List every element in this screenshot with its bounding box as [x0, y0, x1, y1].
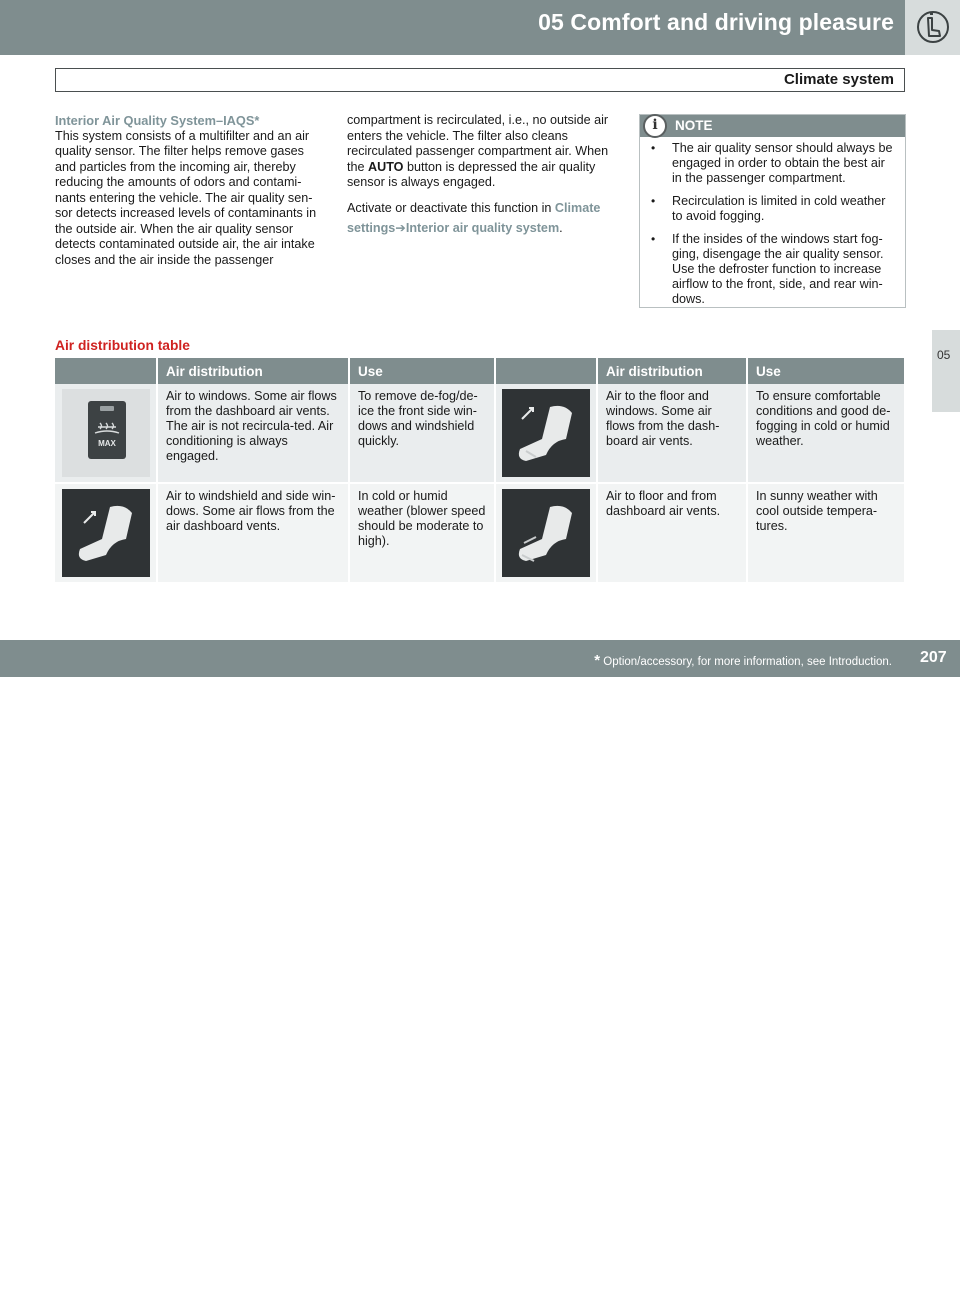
footer-note — [594, 652, 892, 669]
header-use: Use — [349, 358, 495, 384]
header-air-distribution: Air distribution — [597, 358, 747, 384]
image-cell — [55, 384, 157, 483]
iaqs-heading: Interior Air Quality System–IAQS* — [55, 113, 260, 128]
image-cell — [495, 384, 597, 483]
section-title-bar — [55, 68, 905, 92]
watermark-logo: carmanualsonline.info — [700, 1285, 944, 1310]
note-item: • If the insides of the windows start fog-ging, disengage the air quality sensor. Use the defroster function to increase airflow to the front, side, and rear win-dows. — [651, 232, 884, 306]
floor-dashboard-airflow-image — [502, 489, 590, 577]
iaqs-column-2 — [347, 113, 622, 238]
period-text: . — [559, 220, 563, 235]
page-number-box — [905, 640, 960, 677]
table-header-row — [55, 358, 905, 384]
table-row — [55, 483, 905, 583]
note-header — [640, 115, 905, 137]
max-defrost-button-image — [62, 389, 150, 477]
page-number: 207 — [920, 649, 947, 666]
iaqs-paragraph-2 — [347, 198, 622, 238]
note-item: • The air quality sensor should always be engaged in order to obtain the best air in the passenger compartment. — [651, 141, 893, 185]
use-cell: In cold or humid weather (blower speed should be moderate to high). — [349, 483, 495, 583]
seat-icon — [905, 0, 960, 55]
note-box — [639, 114, 906, 308]
use-cell: To ensure comfortable conditions and good de-fogging in cold or humid weather. — [747, 384, 905, 483]
floor-windows-airflow-image — [502, 389, 590, 477]
air-distribution-cell: Air to floor and from dashboard air vents. — [597, 483, 747, 583]
iaqs-body-text: This system consists of a multifilter and an air quality sensor. The filter helps remove gases and particles from the incoming air, thereby reducing the amounts of odors and contami-nants entering the vehicle. The air quality sen-sor detects increased levels of contaminants in the outside air. When the air quality sensor detects contaminated outside air, the air intake closes and the air inside the passenger — [55, 128, 317, 267]
interior-air-quality-link[interactable]: Interior air quality system — [405, 220, 560, 235]
arrow-right-icon: ➔ — [395, 220, 406, 235]
header-air-distribution: Air distribution — [157, 358, 349, 384]
header-use: Use — [747, 358, 905, 384]
section-title: Climate system — [783, 71, 894, 88]
air-distribution-table-title: Air distribution table — [55, 338, 190, 353]
note-list — [640, 141, 905, 315]
footer-star: * — [594, 652, 601, 669]
header-image-cell — [495, 358, 597, 384]
note-item: • Recirculation is limited in cold weather to avoid fogging. — [651, 194, 886, 223]
iaqs-text-a: compartment is recirculated, i.e., no outside air enters the vehicle. The filter also cleans recirculated passenger compartment air. When the — [347, 113, 609, 174]
image-cell — [55, 483, 157, 583]
note-title: NOTE — [675, 118, 713, 133]
page-footer — [0, 640, 960, 1310]
use-cell: In sunny weather with cool outside tempera-tures. — [747, 483, 905, 583]
max-label: MAX — [97, 439, 116, 448]
use-cell: To remove de-fog/de-ice the front side win-dows and windshield quickly. — [349, 384, 495, 483]
iaqs-text-b: button is depressed the air quality sensor is always engaged. — [347, 159, 596, 189]
air-distribution-table — [55, 358, 906, 584]
chapter-title: 05 Comfort and driving pleasure — [538, 9, 894, 35]
chapter-side-tab[interactable] — [932, 330, 960, 412]
image-cell — [495, 483, 597, 583]
footer-note-text: Option/accessory, for more information, see Introduction. — [600, 656, 892, 668]
air-distribution-cell: Air to windshield and side win-dows. Some air flows from the air dashboard vents. — [157, 483, 349, 583]
bullet-icon: • — [651, 141, 656, 155]
windshield-side-airflow-image — [62, 489, 150, 577]
chapter-side-tab-label: 05 — [937, 348, 951, 362]
air-distribution-cell: Air to windows. Some air flows from the dashboard air vents. The air is not recircula-ted. Air conditioning is always engaged. — [157, 384, 349, 483]
iaqs-paragraph-1 — [347, 113, 622, 191]
iaqs-column-1 — [55, 113, 327, 268]
climate-settings-link[interactable]: Climate settings — [347, 200, 601, 235]
header-image-cell — [55, 358, 157, 384]
chapter-header — [0, 0, 960, 55]
bullet-icon: • — [651, 232, 656, 246]
info-icon: i — [643, 114, 667, 138]
air-distribution-cell: Air to the floor and windows. Some air flows from the dash-board air vents. — [597, 384, 747, 483]
auto-button-label: AUTO — [368, 159, 404, 174]
activate-text: Activate or deactivate this function in — [347, 200, 555, 215]
bullet-icon: • — [651, 194, 656, 208]
table-row — [55, 384, 905, 483]
